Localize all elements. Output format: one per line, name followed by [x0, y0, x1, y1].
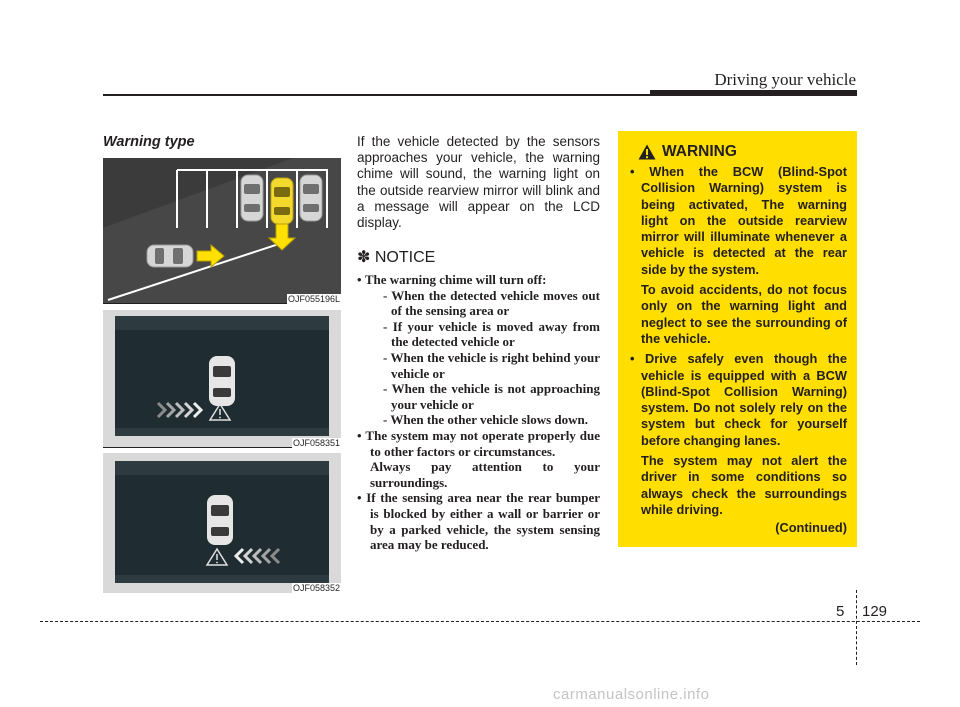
lcd-display-illustration [103, 310, 341, 448]
warning-item: • When the BCW (Blind-Spot Collision Warning) system is being activated, The warning light on the outside rearview mirror will illuminate whenever a vehicle is detected at the rear side by the system. To avoid accidents, do not focus only on the warning light and neglect to see the surrounding of the vehicle. [630, 164, 847, 346]
warning-paragraph: To avoid accidents, do not focus only on the warning light and neglect to see the surrounding of the vehicle. [641, 282, 847, 346]
warning-paragraph: The system may not alert the driver in some conditions so always check the surroundings while driving. [641, 453, 847, 517]
notice-item: • The system may not operate properly due to other factors or circumstances. Always pay attention to your surroundings. [357, 427, 600, 490]
watermark: carmanualsonline.info [553, 686, 710, 703]
lcd-car-icon [209, 356, 235, 406]
warning-box [618, 131, 857, 547]
warning-title: WARNING [662, 143, 737, 160]
figure-lcd-warning-2 [103, 453, 341, 593]
parked-car-icon [300, 175, 322, 221]
warning-item: • Drive safely even though the vehicle is equipped with a BCW (Blind-Spot Collision Warning) system. Do not solely rely on the system but check for yourself before changing lanes. The system may not alert the driver in some conditions so always check the surroundings while driving. [630, 351, 847, 517]
parked-car-icon [241, 175, 263, 221]
notice-subitem: - When the detected vehicle moves out of the sensing area or [383, 287, 600, 319]
notice-symbol-icon: ✽ [357, 249, 371, 266]
header-rule [103, 94, 651, 96]
warning-triangle-icon [638, 144, 656, 160]
intro-paragraph: If the vehicle detected by the sensors approaches your vehicle, the warning chime will sound, the warning light on the outside rearview mirror will blink and a message will appear on the LCD display. [357, 134, 600, 231]
notice-subitem: - When the vehicle is not approaching your vehicle or [383, 381, 600, 412]
lcd-display-illustration [103, 453, 341, 593]
running-header: Driving your vehicle [714, 70, 856, 89]
notice-sublist [370, 288, 600, 428]
header-rule-bold [650, 90, 857, 96]
figure-parking-overhead [103, 158, 341, 304]
approaching-car-icon [147, 245, 193, 267]
continued-label: (Continued) [775, 520, 847, 536]
own-car-icon [271, 178, 293, 224]
figure-caption: OJF058351 [292, 438, 340, 448]
warning-heading [638, 143, 847, 161]
notice-subitem: - When the vehicle is right behind your vehicle or [383, 349, 600, 381]
notice-item: • If the sensing area near the rear bumper is blocked by either a wall or barrier or by a parked vehicle, the system sensing area may be reduced. [357, 490, 600, 553]
footer-divider [856, 590, 857, 665]
notice-subitem: - If your vehicle is moved away from the detected vehicle or [383, 318, 600, 350]
notice-item: • The warning chime will turn off: - When the detected vehicle moves out of the sensing area or - If your vehicle is moved away from the detected vehicle or - When the vehicle is right behind your vehicle or - When the vehicle is not approaching your vehicle or - When the other vehicle slows down. [357, 272, 600, 428]
section-title: Warning type [103, 134, 195, 150]
notice-list [357, 272, 600, 553]
notice-subitem: - When the other vehicle slows down. [383, 412, 588, 428]
page-number: 129 [862, 603, 888, 620]
footer-rule [40, 621, 920, 622]
notice-title: NOTICE [374, 249, 436, 266]
notice-heading [357, 247, 435, 267]
figure-lcd-warning-1 [103, 310, 341, 448]
warning-body [628, 164, 847, 537]
figure-caption: OJF058352 [292, 583, 340, 593]
figure-caption: OJF055196L [287, 294, 340, 304]
parking-illustration [103, 158, 341, 304]
lcd-car-icon [207, 495, 233, 545]
section-number: 5 [836, 603, 845, 620]
